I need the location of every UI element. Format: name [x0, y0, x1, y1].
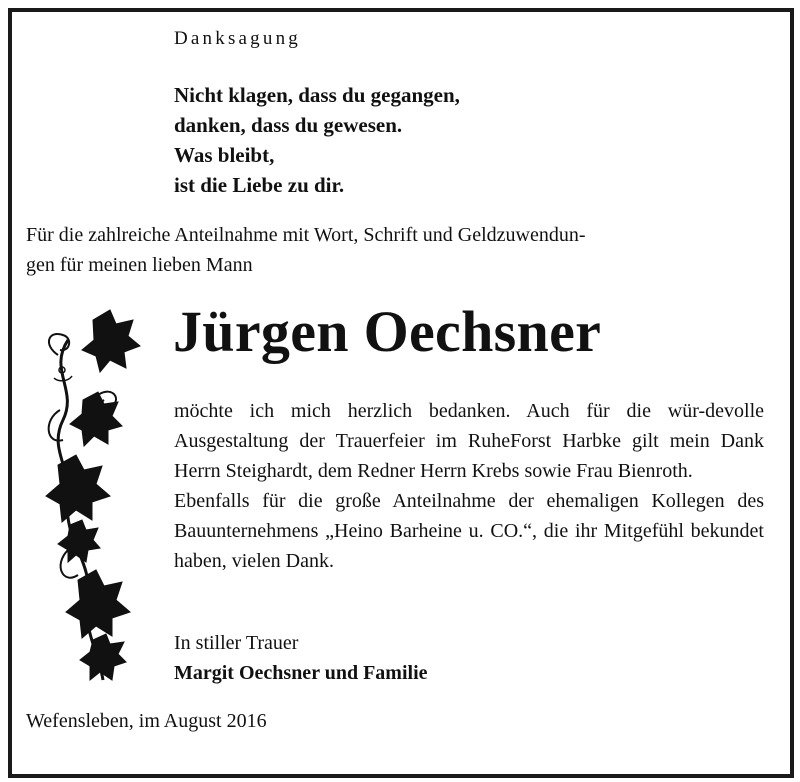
deceased-name: Jürgen Oechsner — [173, 299, 602, 364]
intro-text — [26, 220, 768, 280]
closing-line: In stiller Trauer — [174, 632, 299, 654]
closing-block — [174, 628, 428, 688]
place-date: Wefensleben, im August 2016 — [26, 710, 267, 732]
intro-line: Für die zahlreiche Anteilnahme mit Wort, Schrift und Geldzuwendun- — [26, 224, 586, 246]
poem — [174, 80, 460, 200]
signature: Margit Oechsner und Familie — [174, 662, 428, 684]
body-text — [174, 396, 764, 576]
body-paragraph: möchte ich mich herzlich bedanken. Auch für die wür-devolle Ausgestaltung der Trauerfeier im RuheForst Harbke gilt mein Dank Herrn Steighardt, dem Redner Herrn Krebs sowie Frau Bienroth. — [174, 400, 764, 482]
poem-line: ist die Liebe zu dir. — [174, 173, 345, 197]
intro-line: gen für meinen lieben Mann — [26, 254, 253, 276]
notice-heading: Danksagung — [174, 28, 301, 49]
poem-line: danken, dass du gewesen. — [174, 113, 403, 137]
grapevine-ornament-icon — [38, 300, 148, 690]
body-paragraph: Ebenfalls für die große Anteilnahme der ehemaligen Kollegen des Bauunternehmens „Heino Barheine u. CO.“, die ihr Mitgefühl bekundet haben, vielen Dank. — [174, 490, 764, 572]
poem-line: Nicht klagen, dass du gegangen, — [174, 83, 460, 107]
poem-line: Was bleibt, — [174, 143, 275, 167]
